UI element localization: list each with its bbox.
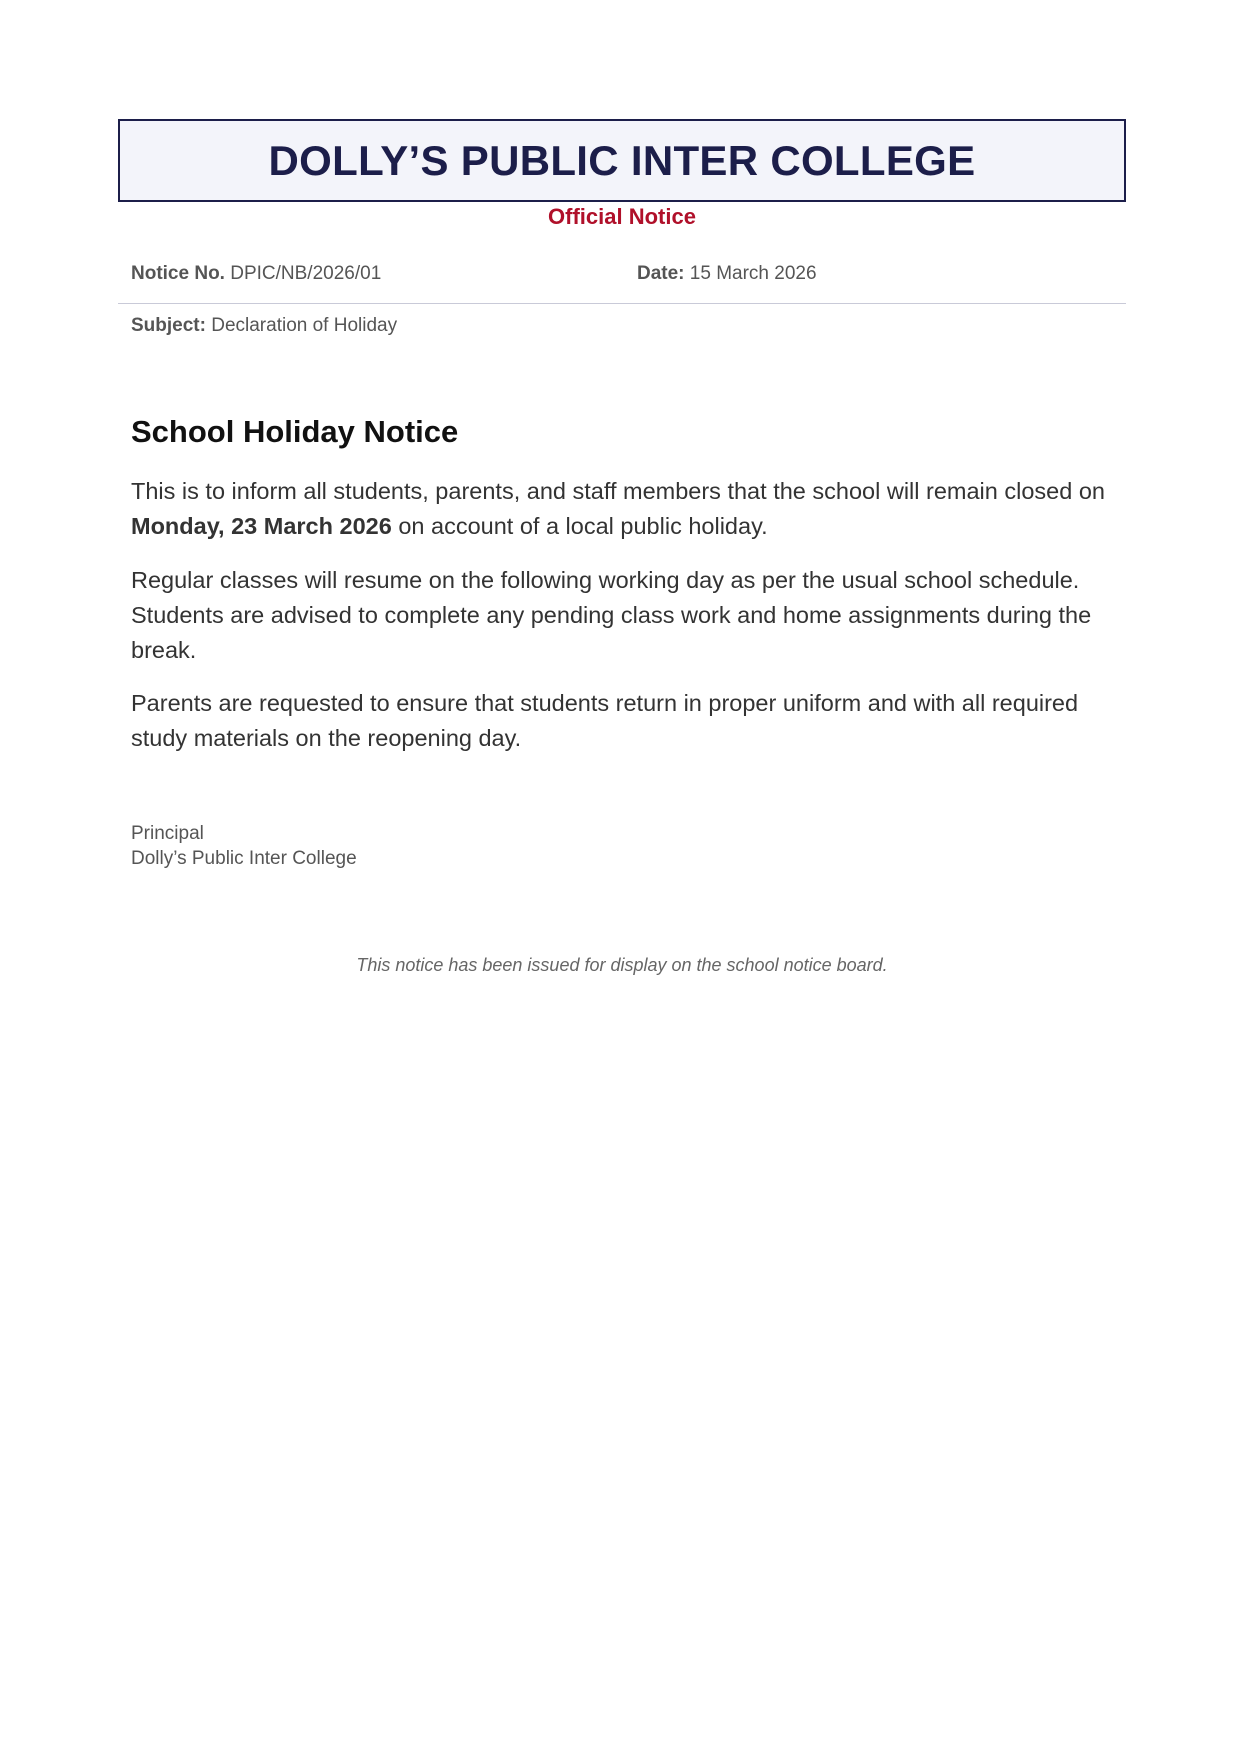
header-banner [118,119,1126,202]
college-name: DOLLY’S PUBLIC INTER COLLEGE [268,136,976,184]
signature-block [131,821,357,871]
footer-note: This notice has been issued for display on the school notice board. [356,955,888,975]
notice-number-value: DPIC/NB/2026/01 [230,263,382,284]
notice-date [637,263,817,285]
signatory-institution: Dolly’s Public Inter College [131,848,357,869]
paragraph-1-end: on account of a local public holiday. [391,513,768,539]
notice-number-label: Notice No. [131,263,225,284]
signatory-title: Principal [131,823,204,844]
notice-subject [131,315,397,337]
notice-number [131,263,381,285]
holiday-date: Monday, 23 March 2026 [131,513,392,539]
notice-date-label: Date: [637,263,685,284]
body-paragraph-1 [131,474,1131,544]
official-notice-label: Official Notice [548,204,696,229]
paragraph-1-start: This is to inform all students, parents, and staff members that the school will remain closed on [131,478,1105,504]
meta-divider [118,303,1126,304]
notice-heading: School Holiday Notice [131,414,459,449]
notice-date-value: 15 March 2026 [689,263,817,284]
body-paragraph-3: Parents are requested to ensure that students return in proper uniform and with all required study materials on the reopening day. [131,690,1079,751]
subject-value: Declaration of Holiday [211,315,398,336]
body-paragraph-2: Regular classes will resume on the following working day as per the usual school schedule. Students are advised to complete any pending class work and home assignments during the break. [131,567,1092,663]
subject-label: Subject: [131,315,206,336]
